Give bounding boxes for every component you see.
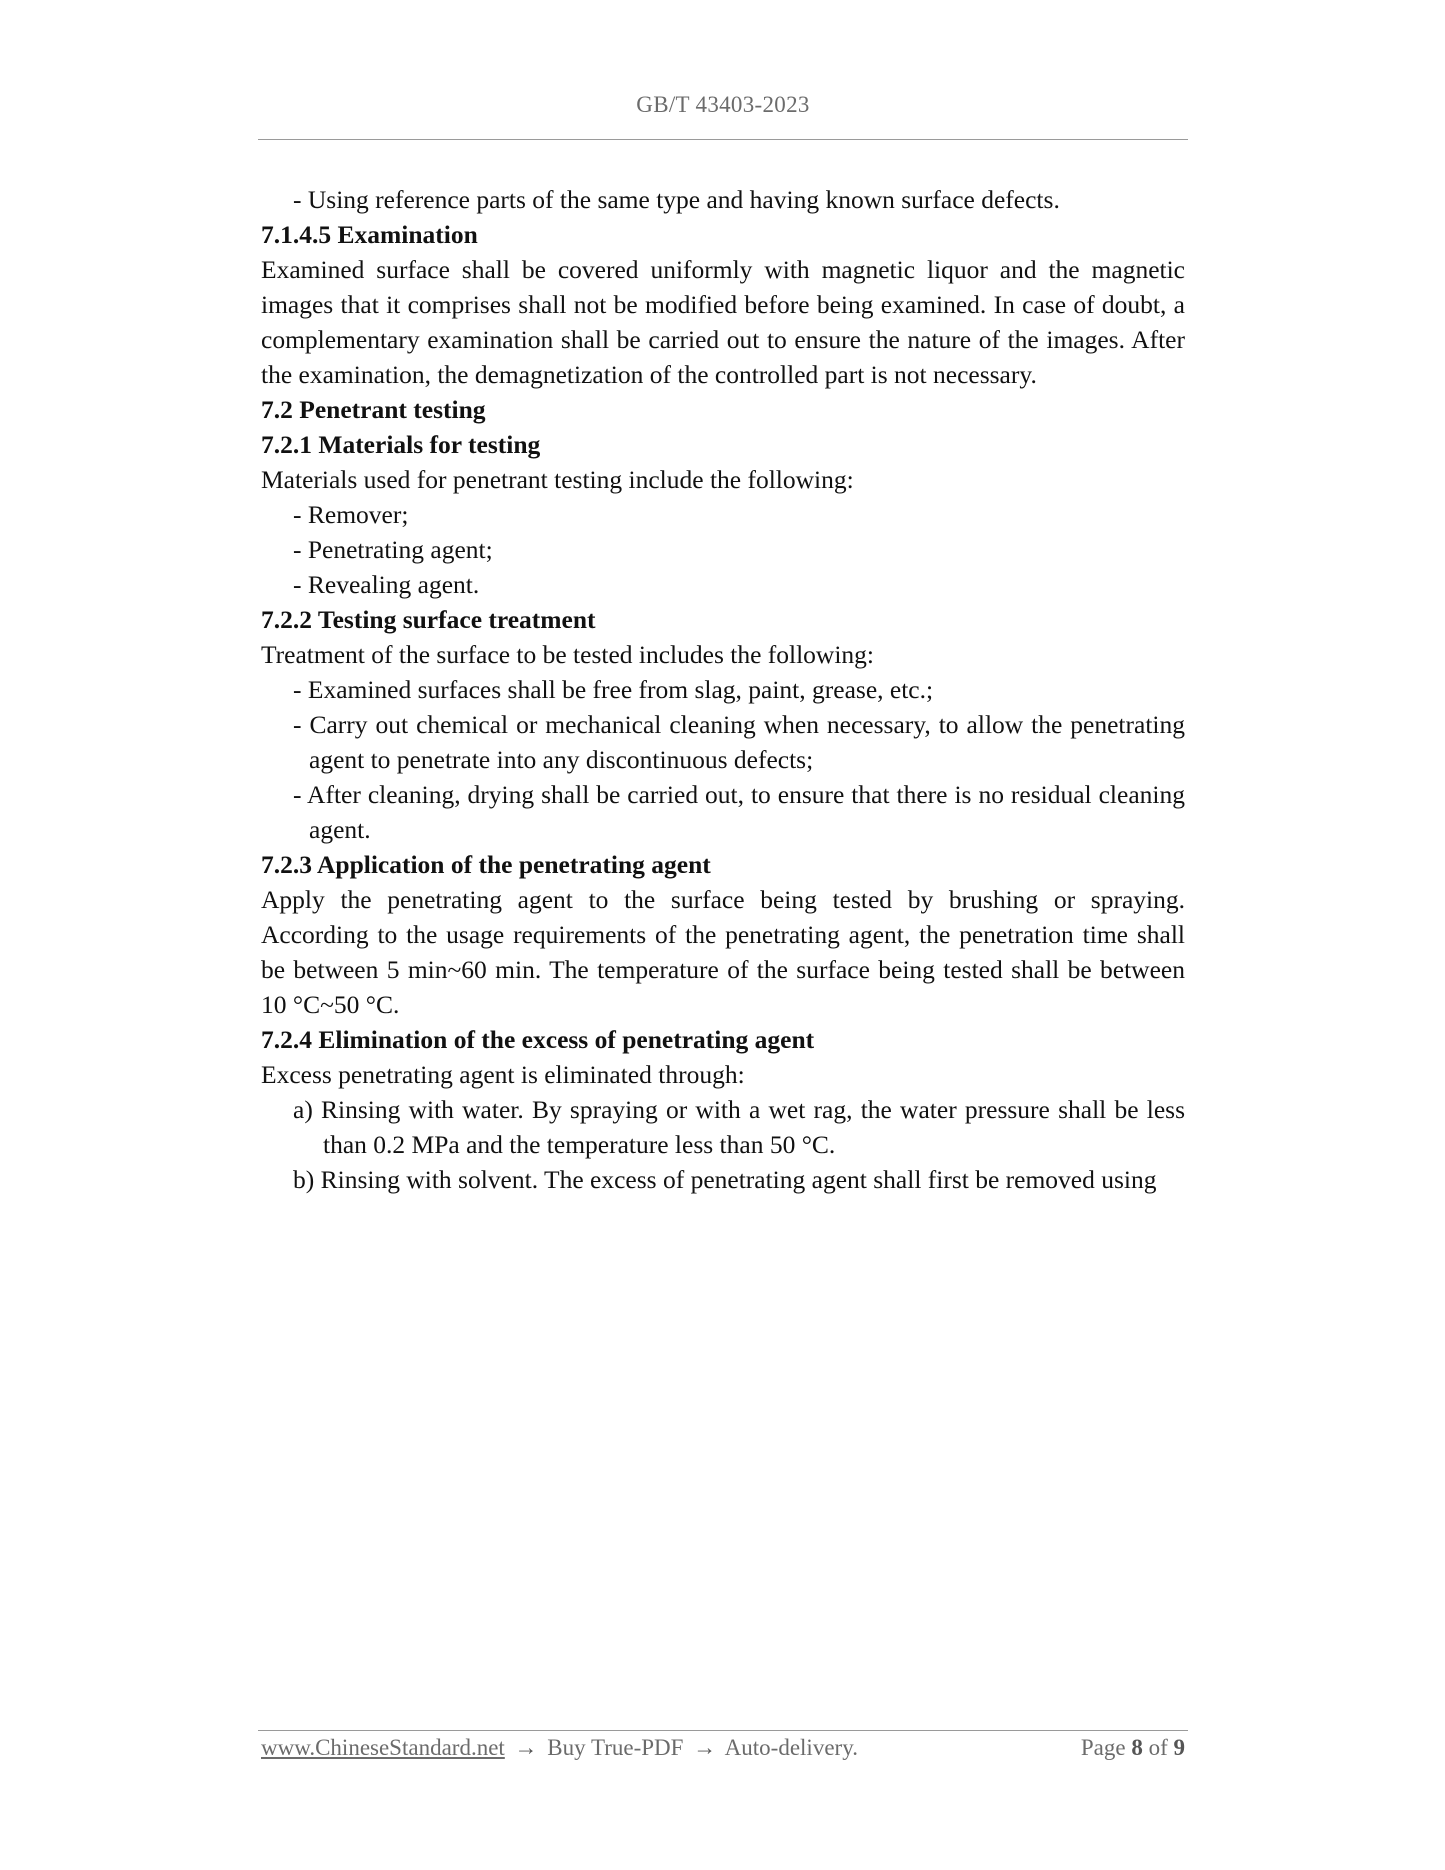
document-body xyxy=(261,182,1185,1197)
section-heading: 7.2 Penetrant testing xyxy=(261,395,486,424)
list-item: a) Rinsing with water. By spraying or with a wet rag, the water pressure shall be less than 0.2 MPa and the temperature less than 50 °C. xyxy=(293,1095,1185,1159)
list-item: - Using reference parts of the same type and having known surface defects. xyxy=(293,185,1060,214)
section-heading: 7.1.4.5 Examination xyxy=(261,220,478,249)
list-item: - Penetrating agent; xyxy=(293,535,493,564)
of-label: of xyxy=(1148,1735,1168,1760)
list-item: - Carry out chemical or mechanical cleaning when necessary, to allow the penetrating agent to penetrate into any discontinuous defects; xyxy=(293,710,1185,774)
arrow-right-icon: → xyxy=(514,1735,538,1760)
page-header: GB/T 43403-2023 xyxy=(636,92,810,117)
page-label: Page xyxy=(1080,1735,1126,1760)
paragraph: Excess penetrating agent is eliminated through: xyxy=(261,1060,745,1089)
site-link[interactable]: www.ChineseStandard.net xyxy=(261,1735,505,1760)
paragraph: Examined surface shall be covered uniformly with magnetic liquor and the magnetic images that it comprises shall not be modified before being examined. In case of doubt, a complementary examination shall be carried out to ensure the nature of the images. After the examination, the demagnetization of the controlled part is not necessary. xyxy=(261,255,1185,389)
list-item: - Examined surfaces shall be free from slag, paint, grease, etc.; xyxy=(293,675,934,704)
paragraph: Apply the penetrating agent to the surface being tested by brushing or spraying. According to the usage requirements of the penetrating agent, the penetration time shall be between 5 min~60 min. The temperature of the surface being tested shall be between 10 °C~50 °C. xyxy=(261,885,1185,1019)
page-footer xyxy=(261,1735,1185,1769)
arrow-right-icon: → xyxy=(693,1735,717,1760)
footer-divider xyxy=(258,1730,1188,1731)
section-heading: 7.2.2 Testing surface treatment xyxy=(261,605,596,634)
list-item: - After cleaning, drying shall be carried out, to ensure that there is no residual cleaning agent. xyxy=(293,780,1185,844)
section-heading: 7.2.1 Materials for testing xyxy=(261,430,541,459)
footer-promo xyxy=(261,1735,858,1761)
footer-step-buy: Buy True-PDF xyxy=(547,1735,684,1760)
header-divider xyxy=(258,139,1188,140)
section-heading: 7.2.3 Application of the penetrating agent xyxy=(261,850,711,879)
page-number xyxy=(1081,1735,1185,1761)
page-total: 9 xyxy=(1173,1735,1185,1760)
page-current: 8 xyxy=(1131,1735,1143,1760)
paragraph: Treatment of the surface to be tested includes the following: xyxy=(261,640,875,669)
list-item: b) Rinsing with solvent. The excess of penetrating agent shall first be removed using xyxy=(293,1165,1157,1194)
list-item: - Revealing agent. xyxy=(293,570,480,599)
section-heading: 7.2.4 Elimination of the excess of penetrating agent xyxy=(261,1025,815,1054)
list-item: - Remover; xyxy=(293,500,409,529)
footer-step-delivery: Auto-delivery. xyxy=(724,1735,858,1760)
paragraph: Materials used for penetrant testing include the following: xyxy=(261,465,854,494)
